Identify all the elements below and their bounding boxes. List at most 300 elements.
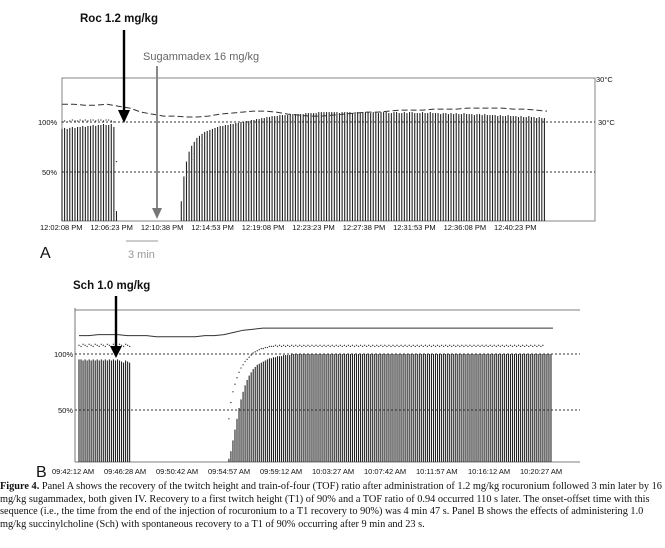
panel-b-tof-point [528, 346, 529, 347]
panel-a-tof-point [378, 121, 379, 122]
panel-b-tof-point [332, 345, 333, 346]
panel-a-t1-bars [62, 112, 544, 221]
panel-b-tof-point [309, 346, 310, 347]
panel-a-tof-point [471, 120, 472, 121]
panel-a-tof-point [349, 120, 350, 121]
panel-b-tof-point [86, 346, 87, 347]
panel-b-tof-point [129, 346, 130, 347]
panel-b-tof-point [317, 346, 318, 347]
panel-a-tof-point [461, 121, 462, 122]
panel-b-label: B [36, 464, 47, 481]
panel-b-tof-point [362, 346, 363, 347]
panel-a-tof-point [370, 121, 371, 122]
panel-a-roc-arrow-head [118, 110, 130, 123]
panel-b-tof-point [443, 346, 444, 347]
panel-b-sch-arrow-head [110, 346, 122, 358]
panel-b-tof-point [413, 345, 414, 346]
panel-a-tof-point [347, 120, 348, 121]
panel-b-tof-point [490, 345, 491, 346]
panel-b-tof-point [285, 346, 286, 347]
panel-a-tof-point [251, 122, 252, 123]
panel-a-tof-point [406, 120, 407, 121]
panel-a-tof-point [536, 120, 537, 121]
panel-a-tof-point [375, 120, 376, 121]
panel-b-tof-point [431, 346, 432, 347]
panel-a-tof-point [398, 120, 399, 121]
panel-b-tof-point [508, 346, 509, 347]
panel-a-tof-point [531, 120, 532, 121]
panel-a-tof-point [500, 121, 501, 122]
panel-a-tof-point [386, 120, 387, 121]
panel-b-ytick-100: 100% [54, 350, 74, 359]
panel-a-tof-point [328, 120, 329, 121]
panel-b-tof-point [419, 346, 420, 347]
panel-a-tof-point [188, 166, 189, 167]
panel-a-tof-point [331, 121, 332, 122]
panel-b-tof-point [234, 384, 235, 385]
panel-a-tof-point [526, 121, 527, 122]
panel-b-tof-point [244, 361, 245, 362]
panel-a-tof-point [502, 120, 503, 121]
panel-a-tof-point [484, 120, 485, 121]
panel-a-tof-point [222, 128, 223, 129]
panel-a-tof-point [450, 120, 451, 121]
panel-a-tof-point [92, 119, 93, 120]
panel-a-tof-point [437, 120, 438, 121]
panel-a-tof-point [227, 127, 228, 128]
panel-a-tof-point [523, 120, 524, 121]
panel-a-tof-point [323, 120, 324, 121]
panel-b-tof-point [346, 346, 347, 347]
panel-a-tof-point [284, 121, 285, 122]
panel-b-tof-point [463, 346, 464, 347]
panel-b-tof-point [408, 345, 409, 346]
panel-b-tof-point [109, 345, 110, 346]
panel-a-x-tick-label: 12:19:08 PM [241, 223, 285, 232]
panel-a-tof-point [79, 119, 80, 120]
panel-a-x-axis-ticks [40, 223, 537, 232]
panel-b-tof-point [494, 345, 495, 346]
panel-b-tof-point [250, 354, 251, 355]
panel-b-tof-point [342, 346, 343, 347]
panel-b-tof-point [386, 346, 387, 347]
panel-b-tof-point [498, 345, 499, 346]
panel-a-tof-point [448, 121, 449, 122]
panel-a-tof-point [518, 120, 519, 121]
panel-a-tof-point [303, 120, 304, 121]
panel-b-tof-point [105, 346, 106, 347]
panel-b-x-tick-label: 09:59:12 AM [260, 467, 303, 476]
panel-a-tof-point [113, 121, 114, 122]
panel-b-x-tick-label: 09:46:28 AM [104, 467, 147, 476]
panel-a-tof-point [90, 119, 91, 120]
panel-b-tof-point [123, 346, 124, 347]
panel-b-tof-point [524, 346, 525, 347]
panel-b-x-tick-label: 10:03:27 AM [312, 467, 355, 476]
panel-a-tof-point [214, 131, 215, 132]
panel-b-tof-point [265, 347, 266, 348]
panel-b-temperature-line [79, 328, 553, 337]
panel-a-tof-point [295, 120, 296, 121]
panel-b-tof-point [305, 346, 306, 347]
panel-b-tof-point [299, 345, 300, 346]
panel-a-tof-point [287, 120, 288, 121]
panel-a-tof-point [308, 120, 309, 121]
panel-a-tof-point [191, 159, 192, 160]
panel-a-tof-point [520, 121, 521, 122]
panel-a-tof-point [435, 121, 436, 122]
panel-b-tof-point [372, 345, 373, 346]
panel-b-tof-point [429, 345, 430, 346]
panel-a-tof-point [544, 120, 545, 121]
panel-b-x-tick-label: 10:16:12 AM [468, 467, 511, 476]
panel-a-tof-point [201, 141, 202, 142]
panel-b-tof-point [449, 345, 450, 346]
panel-a-tof-point [72, 119, 73, 120]
panel-b-tof-point [536, 346, 537, 347]
panel-a-x-tick-label: 12:02:08 PM [40, 223, 83, 232]
panel-b-tof-point [95, 344, 96, 345]
panel-b-tof-point [475, 346, 476, 347]
panel-a-tof-point [243, 123, 244, 124]
panel-b-tof-point [273, 346, 274, 347]
panel-b-tof-point [311, 345, 312, 346]
panel-b-tof-point [344, 345, 345, 346]
panel-a-tof-point [111, 120, 112, 121]
panel-b-tof-point [238, 372, 239, 373]
panel-a-tof-point [528, 120, 529, 121]
panel-a-tof-point [497, 120, 498, 121]
panel-b-tof-point [121, 345, 122, 346]
panel-a-tof-point [315, 120, 316, 121]
panel-b-tof-point [364, 345, 365, 346]
panel-a-tof-point [362, 120, 363, 121]
panel-a-tof-point [279, 120, 280, 121]
panel-b-tof-point [295, 345, 296, 346]
panel-a-tof-point [388, 120, 389, 121]
panel-b-tof-point [301, 346, 302, 347]
panel-b-tof-point [323, 345, 324, 346]
panel-b-tof-point [368, 345, 369, 346]
panel-b-tof-point [78, 345, 79, 346]
panel-a-tof-point [414, 120, 415, 121]
panel-b-tof-point [327, 345, 328, 346]
panel-b-tof-point [477, 345, 478, 346]
panel-b-tof-point [376, 345, 377, 346]
panel-a-tof-point [258, 121, 259, 122]
panel-b-tof-point [406, 346, 407, 347]
panel-b-tof-point [485, 345, 486, 346]
panel-a-tof-point [196, 148, 197, 149]
panel-b-tof-point [336, 345, 337, 346]
panel-b-tof-point [538, 345, 539, 346]
panel-b-tof-point [297, 346, 298, 347]
panel-a-tof-point [383, 121, 384, 122]
panel-b-tof-point [267, 347, 268, 348]
panel-a-tof-point [95, 120, 96, 121]
panel-b-tof-point [291, 345, 292, 346]
panel-a-tof-point [396, 121, 397, 122]
panel-a-tof-point [393, 120, 394, 121]
panel-a-tof-point [474, 121, 475, 122]
panel-b-tof-point [370, 346, 371, 347]
panel-b-tof-point [483, 346, 484, 347]
panel-a-tof-point [352, 121, 353, 122]
panel-b-tof-point [520, 346, 521, 347]
panel-b-tof-point [101, 344, 102, 345]
panel-a-tof-point [245, 123, 246, 124]
panel-b-tof-point [378, 346, 379, 347]
panel-a-tof-point [69, 120, 70, 121]
panel-b-tof-point [356, 345, 357, 346]
panel-b-tof-point [360, 345, 361, 346]
panel-b-tof-point [279, 345, 280, 346]
panel-a-tof-point [357, 121, 358, 122]
panel-b-tof-point [248, 357, 249, 358]
panel-a-ytick-50: 50% [42, 168, 58, 177]
panel-b-tof-point [433, 345, 434, 346]
panel-a-tof-point [404, 121, 405, 122]
panel-a-tof-point [232, 125, 233, 126]
panel-a-tof-point [380, 120, 381, 121]
panel-b-tof-point [246, 359, 247, 360]
panel-a-tof-point [334, 120, 335, 121]
panel-a-tof-point [443, 121, 444, 122]
panel-a-tof-point [445, 120, 446, 121]
panel-b-tof-point [281, 346, 282, 347]
panel-b-tof-point [119, 344, 120, 345]
panel-a-tof-point [373, 120, 374, 121]
panel-a-tof-point [313, 120, 314, 121]
panel-a-ytick-100: 100% [38, 118, 58, 127]
panel-a-x-tick-label: 12:14:53 PM [191, 223, 234, 232]
panel-b-tof-point [421, 345, 422, 346]
panel-b-tof-point [228, 418, 229, 419]
panel-b-tof-point [325, 346, 326, 347]
panel-b-tof-point [453, 345, 454, 346]
panel-a-tof-point [489, 120, 490, 121]
panel-b-tof-point [487, 346, 488, 347]
panel-a-tof-point [282, 120, 283, 121]
panel-a-tof-point [266, 121, 267, 122]
panel-b-tof-point [516, 346, 517, 347]
panel-b-tof-point [90, 345, 91, 346]
panel-a-tof-point [225, 127, 226, 128]
panel-b-tof-point [506, 345, 507, 346]
panel-b-x-tick-label: 10:11:57 AM [416, 467, 458, 476]
panel-a-tof-point [336, 120, 337, 121]
panel-b-tof-point [455, 346, 456, 347]
panel-a-x-tick-label: 12:23:23 PM [292, 223, 335, 232]
panel-b-tof-point [366, 346, 367, 347]
panel-b-tof-point [313, 346, 314, 347]
panel-b-tof-point [103, 345, 104, 346]
panel-b-chart [36, 280, 580, 481]
panel-b-tof-point [307, 345, 308, 346]
panel-b-tof-point [415, 346, 416, 347]
panel-b-tof-point [380, 345, 381, 346]
panel-a-scale-bar-label: 3 min [128, 249, 155, 261]
panel-a-tof-point [541, 120, 542, 121]
panel-a-tof-point [391, 121, 392, 122]
panel-a-tof-point [77, 120, 78, 121]
panel-a-tof-point [103, 120, 104, 121]
panel-a-tof-point [339, 121, 340, 122]
panel-a-tof-point [82, 120, 83, 121]
panel-a-tof-point [207, 136, 208, 137]
panel-b-tof-point [445, 345, 446, 346]
panel-a-tof-point [321, 120, 322, 121]
panel-a-tof-point [305, 121, 306, 122]
panel-a-tof-point [66, 121, 67, 122]
panel-a-plot-frame [62, 78, 595, 221]
panel-a-tof-point [453, 120, 454, 121]
panel-a-tof-point [61, 121, 62, 122]
panel-b-tof-point [350, 346, 351, 347]
panel-a-tof-point [240, 124, 241, 125]
panel-b-tof-point [303, 345, 304, 346]
panel-b-tof-point [471, 346, 472, 347]
panel-b-tof-point [451, 346, 452, 347]
panel-a-x-tick-label: 12:31:53 PM [393, 223, 436, 232]
panel-a-tof-point [432, 120, 433, 121]
panel-a-tof-point [466, 120, 467, 121]
panel-b-tof-point [534, 345, 535, 346]
panel-a-tof-point [264, 121, 265, 122]
panel-b-tof-point [461, 345, 462, 346]
panel-b-tof-point [510, 345, 511, 346]
panel-b-tof-point [400, 345, 401, 346]
panel-a-tof-point [367, 120, 368, 121]
panel-b-tof-point [127, 345, 128, 346]
panel-b-tof-point [257, 350, 258, 351]
panel-b-tof-point [437, 345, 438, 346]
panel-a-tof-point [401, 120, 402, 121]
panel-b-x-axis-ticks [52, 467, 562, 476]
panel-b-tof-point [232, 391, 233, 392]
panel-a-tof-point [253, 122, 254, 123]
panel-a-tof-point [271, 121, 272, 122]
panel-b-tof-point [321, 346, 322, 347]
panel-a-tof-point [507, 121, 508, 122]
panel-b-tof-point [338, 346, 339, 347]
panel-b-tof-point [242, 364, 243, 365]
panel-a-tof-point [409, 121, 410, 122]
panel-a-tof-point [510, 120, 511, 121]
panel-a-tof-point [494, 121, 495, 122]
panel-b-tof-point [427, 346, 428, 347]
panel-b-tof-point [417, 345, 418, 346]
panel-a-x-tick-label: 12:06:23 PM [90, 223, 133, 232]
panel-a-tof-point [310, 121, 311, 122]
panel-b-tof-point [384, 345, 385, 346]
panel-a-tof-point [463, 120, 464, 121]
panel-a-right-label-top: 30°C [596, 75, 613, 84]
panel-b-tof-point [425, 345, 426, 346]
panel-b-tof-point [340, 345, 341, 346]
panel-a-tof-point [341, 120, 342, 121]
panel-b-tof-point [388, 345, 389, 346]
panel-b-tof-point [348, 345, 349, 346]
panel-b-tof-point [259, 349, 260, 350]
panel-b-tof-point [315, 345, 316, 346]
panel-b-tof-point [88, 344, 89, 345]
panel-a-tof-point [290, 121, 291, 122]
panel-a-tof-point [456, 121, 457, 122]
panel-a-roc-annotation: Roc 1.2 mg/kg [80, 13, 158, 25]
panel-b-tof-point [435, 346, 436, 347]
panel-a-tof-point [248, 123, 249, 124]
panel-a-tof-point [492, 120, 493, 121]
panel-b-tof-point [392, 345, 393, 346]
caption-text: Panel A shows the recovery of the twitch height and train-of-four (TOF) ratio after administration of 1.2 mg/kg rocuronium followed 3 min later by 16 mg/kg sugammadex, both given IV. Recovery to a first twitch height (T1) of 90% and a TOF ratio of 0.94 occurred 110 s later. The onset-offset time with this sequence (i.e., the time from the end of the injection of rocuronium to a T1 recovery to 90%) was 4 min 47 s. Panel B shows the effects of administering 1.0 mg/kg succinylcholine (Sch) with spontaneous recovery to a T1 of 90% occurring after 9 min and 23 s. [0, 481, 662, 530]
panel-a-tof-point [194, 153, 195, 154]
panel-b-tof-point [319, 345, 320, 346]
panel-b-tof-point [283, 345, 284, 346]
panel-a-tof-point [365, 121, 366, 122]
panel-b-sch-annotation: Sch 1.0 mg/kg [73, 280, 151, 292]
panel-b-tof-point [447, 346, 448, 347]
panel-b-tof-point [329, 346, 330, 347]
caption-label: Figure 4. [0, 481, 40, 492]
panel-a-tof-point [108, 119, 109, 120]
panel-b-tof-point [532, 346, 533, 347]
panel-b-tof-point [275, 345, 276, 346]
panel-b-tof-point [352, 345, 353, 346]
panel-b-tof-point [411, 346, 412, 347]
panel-a-tof-point [181, 205, 182, 206]
panel-a-tof-point [217, 130, 218, 131]
panel-b-x-tick-label: 09:54:57 AM [208, 467, 251, 476]
panel-b-tof-point [293, 346, 294, 347]
panel-a-tof-point [539, 121, 540, 122]
panel-b-tof-point [261, 348, 262, 349]
panel-b-tof-point [240, 367, 241, 368]
panel-b-tof-point [542, 345, 543, 346]
panel-b-tof-point [402, 346, 403, 347]
panel-b-tof-point [514, 345, 515, 346]
panel-a-tof-point [87, 120, 88, 121]
panel-a-tof-point [430, 121, 431, 122]
panel-a-tof-point [269, 120, 270, 121]
panel-b-tof-point [263, 348, 264, 349]
panel-a-tof-point [354, 120, 355, 121]
panel-a-tof-point [85, 119, 86, 120]
panel-a-tof-point [274, 120, 275, 121]
panel-a-sugammadex-arrow-head [152, 208, 162, 219]
panel-b-tof-point [230, 402, 231, 403]
panel-a-tof-point [292, 120, 293, 121]
panel-a-tof-point [419, 120, 420, 121]
figure-caption [0, 481, 663, 547]
panel-b-tof-point [253, 352, 254, 353]
panel-b-tof-point [107, 344, 108, 345]
panel-b-tof-point [504, 346, 505, 347]
panel-a-tof-point [417, 121, 418, 122]
panel-a-sugammadex-annotation: Sugammadex 16 mg/kg [143, 51, 260, 63]
panel-a-tof-point [458, 120, 459, 121]
panel-b-tof-point [97, 345, 98, 346]
panel-a-chart [38, 13, 615, 262]
panel-b-tof-point [396, 345, 397, 346]
panel-a-tof-point [481, 121, 482, 122]
panel-a-tof-point [204, 138, 205, 139]
panel-a-tof-point [74, 120, 75, 121]
panel-a-tof-point [186, 176, 187, 177]
panel-b-tof-point [467, 346, 468, 347]
panel-a-right-label-mid: 30°C [598, 118, 615, 127]
panel-a-tof-point [344, 121, 345, 122]
